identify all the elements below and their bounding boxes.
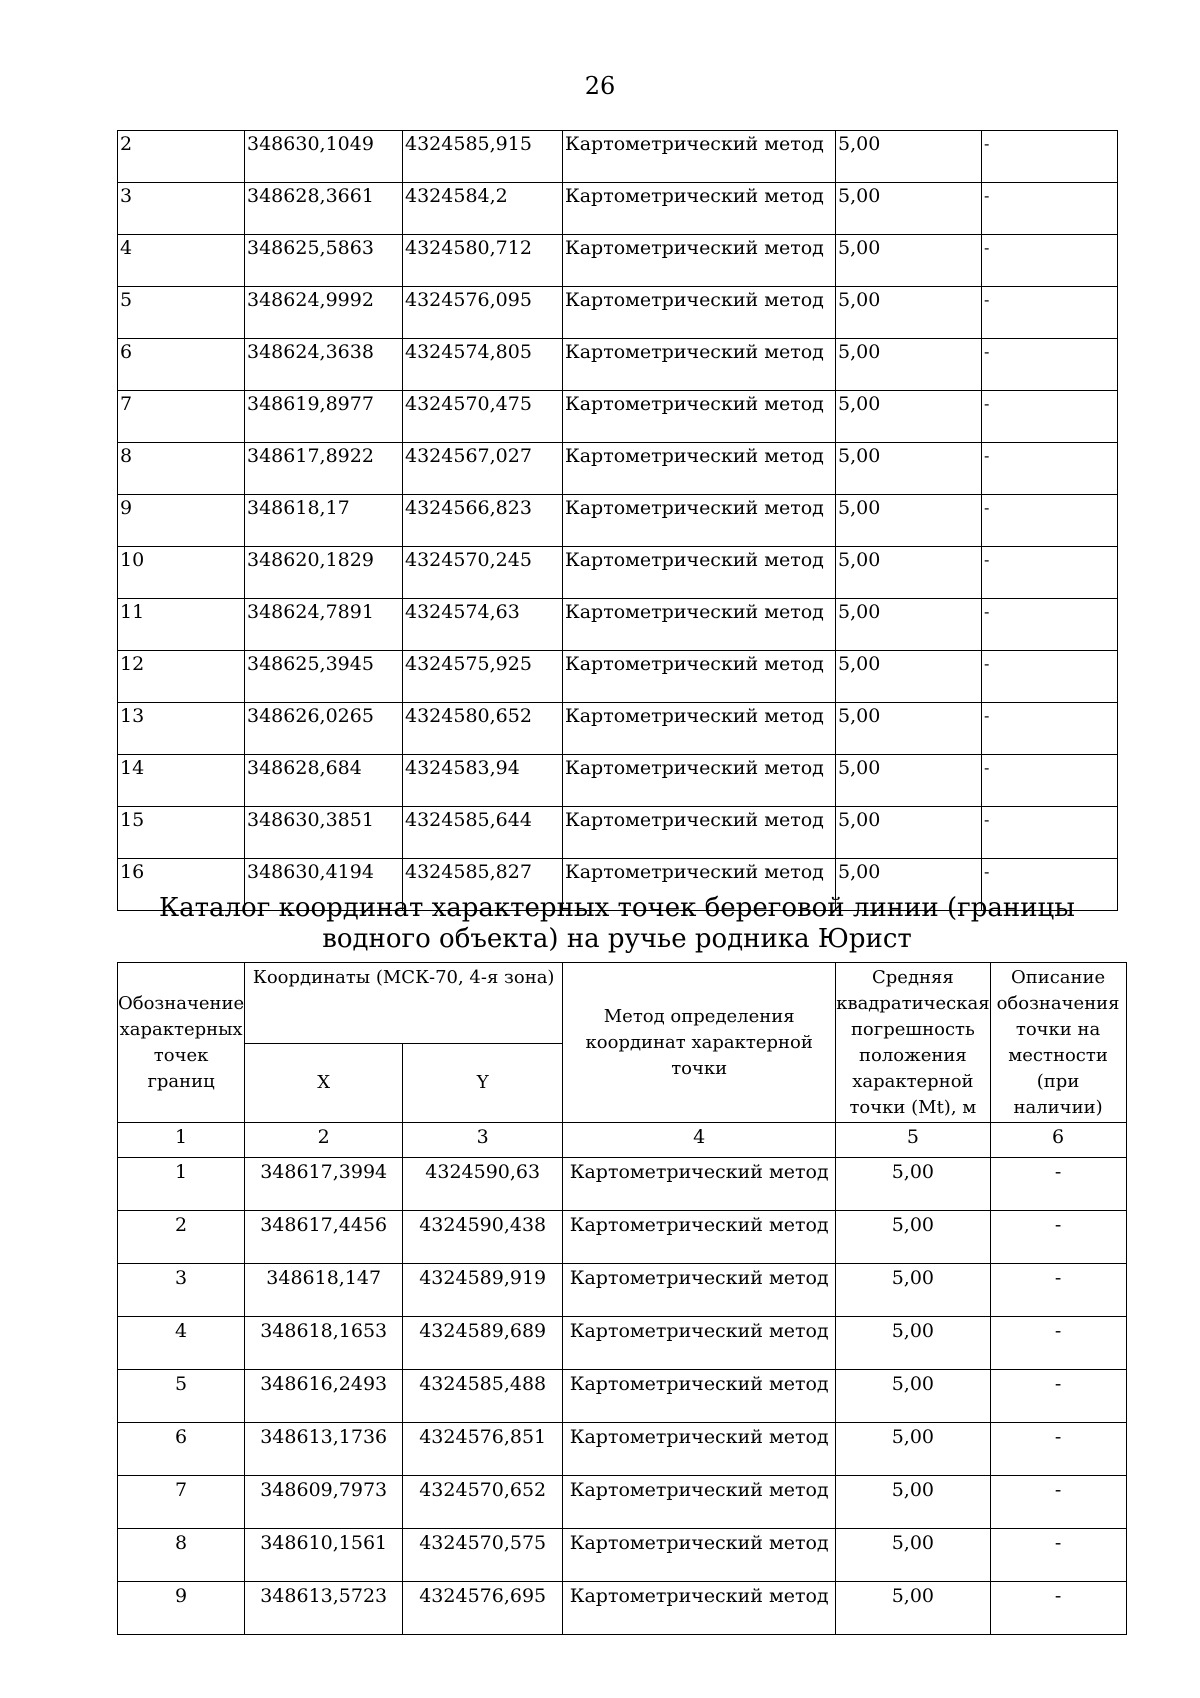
header-method: Метод определения координат характерной точки	[563, 963, 836, 1123]
table-row	[118, 443, 1118, 495]
coord-x-cell: 348619,8977	[245, 391, 403, 443]
error-mt-cell: 5,00	[836, 651, 982, 703]
error-mt-cell: 5,00	[836, 547, 982, 599]
column-number-cell: 4	[563, 1123, 836, 1158]
method-cell: Картометрический метод	[563, 1158, 836, 1211]
coord-x-cell: 348624,9992	[245, 287, 403, 339]
table-row	[118, 1582, 1127, 1635]
coord-x-cell: 348628,684	[245, 755, 403, 807]
coord-y-cell: 4324580,712	[403, 235, 563, 287]
point-number-cell: 6	[118, 339, 245, 391]
point-number-cell: 4	[118, 235, 245, 287]
point-number-cell: 9	[118, 1582, 245, 1635]
coord-x-cell: 348626,0265	[245, 703, 403, 755]
header-y: Y	[403, 1044, 563, 1123]
coord-y-cell: 4324585,915	[403, 131, 563, 183]
error-mt-cell: 5,00	[836, 703, 982, 755]
column-number-cell: 2	[245, 1123, 403, 1158]
point-number-cell: 4	[118, 1317, 245, 1370]
method-cell: Картометрический метод	[563, 807, 836, 859]
description-cell: -	[982, 807, 1118, 859]
coord-x-cell: 348613,5723	[245, 1582, 403, 1635]
point-number-cell: 5	[118, 1370, 245, 1423]
coord-x-cell: 348613,1736	[245, 1423, 403, 1476]
coord-x-cell: 348617,3994	[245, 1158, 403, 1211]
coord-y-cell: 4324567,027	[403, 443, 563, 495]
coord-y-cell: 4324566,823	[403, 495, 563, 547]
point-number-cell: 7	[118, 391, 245, 443]
table-row	[118, 1529, 1127, 1582]
description-cell: -	[990, 1529, 1126, 1582]
point-number-cell: 8	[118, 1529, 245, 1582]
column-number-cell: 6	[990, 1123, 1126, 1158]
error-mt-cell: 5,00	[836, 1317, 990, 1370]
header-description: Описание обозначения точки на местности (при наличии)	[990, 963, 1126, 1123]
coord-x-cell: 348624,3638	[245, 339, 403, 391]
point-number-cell: 3	[118, 1264, 245, 1317]
coord-x-cell: 348625,3945	[245, 651, 403, 703]
table-row	[118, 287, 1118, 339]
point-number-cell: 8	[118, 443, 245, 495]
method-cell: Картометрический метод	[563, 287, 836, 339]
description-cell: -	[982, 651, 1118, 703]
description-cell: -	[982, 703, 1118, 755]
error-mt-cell: 5,00	[836, 599, 982, 651]
table-row	[118, 703, 1118, 755]
point-number-cell: 10	[118, 547, 245, 599]
header-designation: Обозначение характерных точек границ	[118, 963, 245, 1123]
method-cell: Картометрический метод	[563, 1370, 836, 1423]
method-cell: Картометрический метод	[563, 443, 836, 495]
table-row	[118, 807, 1118, 859]
method-cell: Картометрический метод	[563, 755, 836, 807]
description-cell: -	[990, 1423, 1126, 1476]
method-cell: Картометрический метод	[563, 1476, 836, 1529]
description-cell: -	[982, 599, 1118, 651]
point-number-cell: 11	[118, 599, 245, 651]
error-mt-cell: 5,00	[836, 807, 982, 859]
description-cell: -	[990, 1582, 1126, 1635]
coord-y-cell: 4324575,925	[403, 651, 563, 703]
coord-x-cell: 348630,3851	[245, 807, 403, 859]
description-cell: -	[990, 1158, 1126, 1211]
table-row	[118, 235, 1118, 287]
point-number-cell: 15	[118, 807, 245, 859]
method-cell: Картометрический метод	[563, 1264, 836, 1317]
method-cell: Картометрический метод	[563, 859, 836, 911]
description-cell: -	[990, 1317, 1126, 1370]
coord-y-cell: 4324585,488	[403, 1370, 563, 1423]
error-mt-cell: 5,00	[836, 1423, 990, 1476]
method-cell: Картометрический метод	[563, 391, 836, 443]
page-number: 26	[584, 72, 616, 100]
table-row	[118, 1370, 1127, 1423]
coord-y-cell: 4324585,644	[403, 807, 563, 859]
coord-y-cell: 4324570,652	[403, 1476, 563, 1529]
coord-y-cell: 4324590,438	[403, 1211, 563, 1264]
table-row	[118, 1158, 1127, 1211]
coord-y-cell: 4324580,652	[403, 703, 563, 755]
description-cell: -	[982, 183, 1118, 235]
table-row	[118, 339, 1118, 391]
description-cell: -	[982, 755, 1118, 807]
method-cell: Картометрический метод	[563, 131, 836, 183]
description-cell: -	[990, 1264, 1126, 1317]
coord-x-cell: 348628,3661	[245, 183, 403, 235]
point-number-cell: 1	[118, 1158, 245, 1211]
catalog-caption: Каталог координат характерных точек береговой линии (границы водного объекта) на ручье родника Юрист	[159, 893, 1075, 954]
coord-x-cell: 348625,5863	[245, 235, 403, 287]
error-mt-cell: 5,00	[836, 1370, 990, 1423]
point-number-cell: 9	[118, 495, 245, 547]
table-row	[118, 391, 1118, 443]
method-cell: Картометрический метод	[563, 651, 836, 703]
spring-coordinates-table	[117, 962, 1127, 1635]
coord-y-cell: 4324590,63	[403, 1158, 563, 1211]
error-mt-cell: 5,00	[836, 859, 982, 911]
coord-x-cell: 348610,1561	[245, 1529, 403, 1582]
description-cell: -	[990, 1476, 1126, 1529]
error-mt-cell: 5,00	[836, 443, 982, 495]
table-row	[118, 651, 1118, 703]
description-cell: -	[982, 391, 1118, 443]
point-number-cell: 2	[118, 131, 245, 183]
coord-x-cell: 348617,4456	[245, 1211, 403, 1264]
coord-y-cell: 4324584,2	[403, 183, 563, 235]
error-mt-cell: 5,00	[836, 1476, 990, 1529]
error-mt-cell: 5,00	[836, 339, 982, 391]
coord-y-cell: 4324589,919	[403, 1264, 563, 1317]
method-cell: Картометрический метод	[563, 183, 836, 235]
coord-y-cell: 4324570,575	[403, 1529, 563, 1582]
method-cell: Картометрический метод	[563, 703, 836, 755]
point-number-cell: 3	[118, 183, 245, 235]
description-cell: -	[982, 235, 1118, 287]
method-cell: Картометрический метод	[563, 235, 836, 287]
coord-x-cell: 348609,7973	[245, 1476, 403, 1529]
header-coordinates: Координаты (МСК-70, 4-я зона)	[245, 963, 563, 1044]
method-cell: Картометрический метод	[563, 1317, 836, 1370]
coord-x-cell: 348617,8922	[245, 443, 403, 495]
coordinates-table-continued	[117, 130, 1118, 911]
description-cell: -	[982, 495, 1118, 547]
method-cell: Картометрический метод	[563, 1423, 836, 1476]
method-cell: Картометрический метод	[563, 1529, 836, 1582]
point-number-cell: 2	[118, 1211, 245, 1264]
method-cell: Картометрический метод	[563, 1211, 836, 1264]
description-cell: -	[990, 1211, 1126, 1264]
coord-y-cell: 4324589,689	[403, 1317, 563, 1370]
table-row	[118, 755, 1118, 807]
table-row	[118, 183, 1118, 235]
coord-x-cell: 348618,1653	[245, 1317, 403, 1370]
column-number-cell: 1	[118, 1123, 245, 1158]
column-number-cell: 5	[836, 1123, 990, 1158]
coord-x-cell: 348624,7891	[245, 599, 403, 651]
table-row	[118, 1211, 1127, 1264]
method-cell: Картометрический метод	[563, 339, 836, 391]
table-row	[118, 1423, 1127, 1476]
coord-y-cell: 4324574,805	[403, 339, 563, 391]
description-cell: -	[982, 443, 1118, 495]
description-cell: -	[990, 1370, 1126, 1423]
coord-x-cell: 348630,4194	[245, 859, 403, 911]
coord-y-cell: 4324585,827	[403, 859, 563, 911]
description-cell: -	[982, 339, 1118, 391]
coord-y-cell: 4324574,63	[403, 599, 563, 651]
coord-y-cell: 4324576,095	[403, 287, 563, 339]
error-mt-cell: 5,00	[836, 1582, 990, 1635]
coordinates-table-body	[118, 131, 1118, 911]
error-mt-cell: 5,00	[836, 235, 982, 287]
method-cell: Картометрический метод	[563, 495, 836, 547]
point-number-cell: 7	[118, 1476, 245, 1529]
table-row	[118, 131, 1118, 183]
coord-x-cell: 348630,1049	[245, 131, 403, 183]
error-mt-cell: 5,00	[836, 391, 982, 443]
error-mt-cell: 5,00	[836, 1529, 990, 1582]
table-row	[118, 599, 1118, 651]
table-row	[118, 495, 1118, 547]
description-cell: -	[982, 287, 1118, 339]
coord-y-cell: 4324576,695	[403, 1582, 563, 1635]
coord-x-cell: 348620,1829	[245, 547, 403, 599]
description-cell: -	[982, 859, 1118, 911]
point-number-cell: 5	[118, 287, 245, 339]
error-mt-cell: 5,00	[836, 495, 982, 547]
column-number-cell: 3	[403, 1123, 563, 1158]
coord-y-cell: 4324570,245	[403, 547, 563, 599]
coord-y-cell: 4324583,94	[403, 755, 563, 807]
coord-y-cell: 4324576,851	[403, 1423, 563, 1476]
coord-x-cell: 348618,17	[245, 495, 403, 547]
description-cell: -	[982, 131, 1118, 183]
error-mt-cell: 5,00	[836, 287, 982, 339]
table-row	[118, 547, 1118, 599]
error-mt-cell: 5,00	[836, 1158, 990, 1211]
table-row	[118, 1317, 1127, 1370]
description-cell: -	[982, 547, 1118, 599]
error-mt-cell: 5,00	[836, 755, 982, 807]
point-number-cell: 16	[118, 859, 245, 911]
coord-x-cell: 348618,147	[245, 1264, 403, 1317]
point-number-cell: 12	[118, 651, 245, 703]
point-number-cell: 13	[118, 703, 245, 755]
method-cell: Картометрический метод	[563, 547, 836, 599]
error-mt-cell: 5,00	[836, 131, 982, 183]
error-mt-cell: 5,00	[836, 1264, 990, 1317]
point-number-cell: 14	[118, 755, 245, 807]
table-row	[118, 1476, 1127, 1529]
table-row	[118, 1264, 1127, 1317]
column-numbers-row	[118, 1123, 1127, 1158]
coord-y-cell: 4324570,475	[403, 391, 563, 443]
method-cell: Картометрический метод	[563, 1582, 836, 1635]
coord-x-cell: 348616,2493	[245, 1370, 403, 1423]
error-mt-cell: 5,00	[836, 1211, 990, 1264]
point-number-cell: 6	[118, 1423, 245, 1476]
header-x: X	[245, 1044, 403, 1123]
error-mt-cell: 5,00	[836, 183, 982, 235]
spring-table-body	[118, 1158, 1127, 1635]
method-cell: Картометрический метод	[563, 599, 836, 651]
header-error: Средняя квадратическая погрешность положения характерной точки (Mt), м	[836, 963, 990, 1123]
